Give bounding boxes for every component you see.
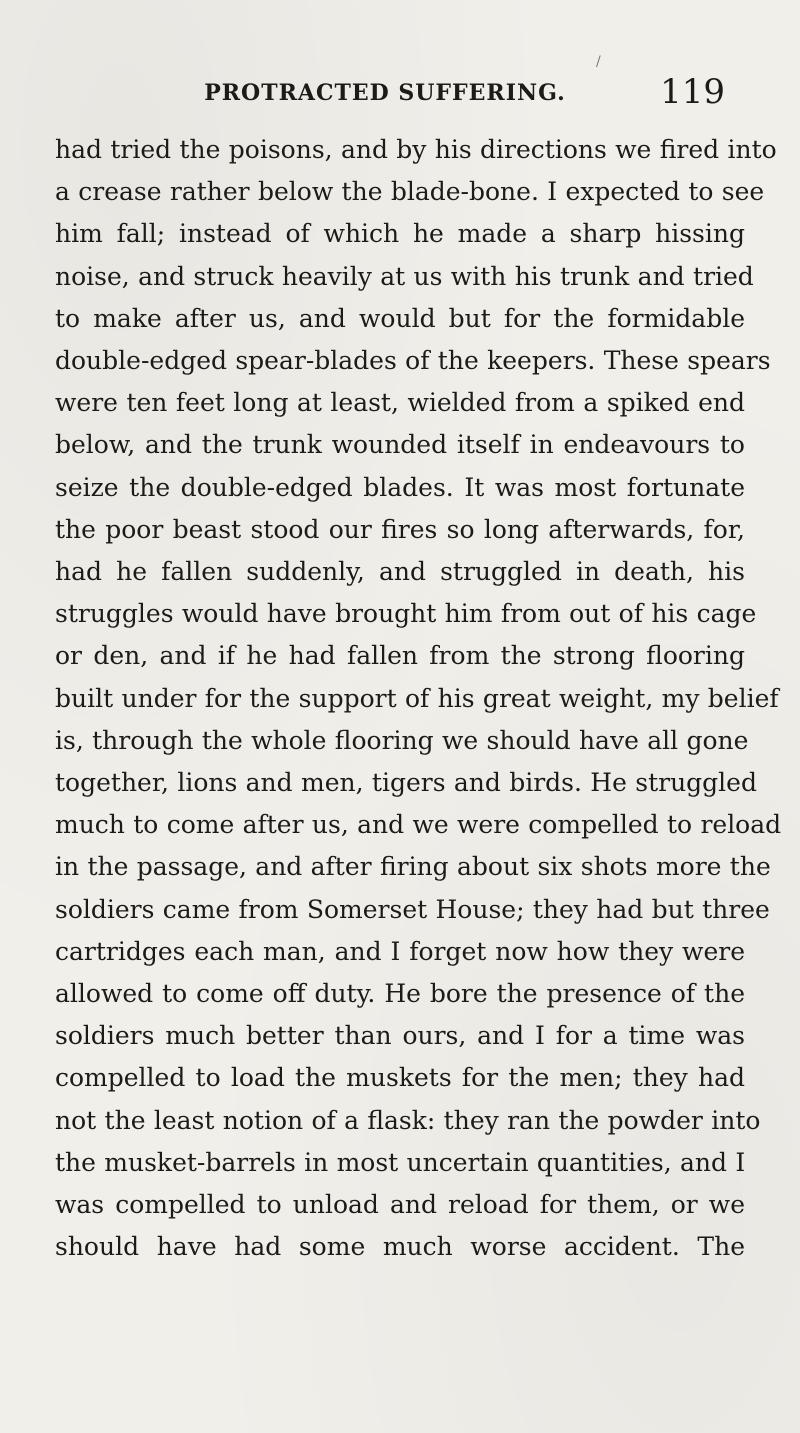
- text-line: him fall; instead of which he made a sharp hissing: [55, 219, 745, 249]
- text-line: cartridges each man, and I forget now how they were: [55, 936, 745, 966]
- page-number: 119: [660, 72, 725, 112]
- text-line: soldiers much better than ours, and I for a time was: [55, 1021, 745, 1051]
- text-line: should have had some much worse accident. The: [55, 1232, 745, 1262]
- text-line: seize the double-edged blades. It was most fortunate: [55, 472, 745, 502]
- page-header: [140, 54, 740, 112]
- text-line: together, lions and men, tigers and birds. He struggled: [55, 768, 757, 798]
- text-line: double-edged spear-blades of the keepers. These spears: [55, 346, 771, 376]
- text-line: is, through the whole flooring we should have all gone: [55, 725, 749, 755]
- text-line: the poor beast stood our fires so long afterwards, for,: [55, 514, 745, 544]
- text-line: not the least notion of a flask: they ran the powder into: [55, 1105, 761, 1135]
- text-line: had he fallen suddenly, and struggled in death, his: [55, 557, 745, 587]
- text-line: compelled to load the muskets for the men; they had: [55, 1063, 745, 1093]
- text-line: allowed to come off duty. He bore the presence of the: [55, 979, 745, 1009]
- text-line: much to come after us, and we were compelled to reload: [55, 810, 782, 840]
- running-head: PROTRACTED SUFFERING.: [204, 80, 566, 106]
- text-line: built under for the support of his great weight, my belief: [55, 683, 779, 713]
- text-line: a crease rather below the blade-bone. I expected to see: [55, 177, 765, 207]
- header-mark: /: [596, 54, 601, 70]
- text-line: in the passage, and after firing about six shots more the: [55, 852, 771, 882]
- text-line: was compelled to unload and reload for them, or we: [55, 1190, 745, 1220]
- text-line: noise, and struck heavily at us with his trunk and tried: [55, 261, 754, 291]
- text-line: had tried the poisons, and by his directions we fired into: [55, 135, 777, 164]
- text-line: to make after us, and would but for the formidable: [55, 303, 745, 333]
- text-line: struggles would have brought him from out of his cage: [55, 599, 757, 629]
- text-line: or den, and if he had fallen from the strong flooring: [55, 641, 745, 671]
- text-line: below, and the trunk wounded itself in endeavours to: [55, 430, 745, 460]
- text-line: soldiers came from Somerset House; they had but three: [55, 894, 770, 924]
- body-text: [55, 129, 782, 1268]
- text-line: the musket-barrels in most uncertain quantities, and I: [55, 1147, 746, 1177]
- text-line: were ten feet long at least, wielded from a spiked end: [55, 388, 745, 418]
